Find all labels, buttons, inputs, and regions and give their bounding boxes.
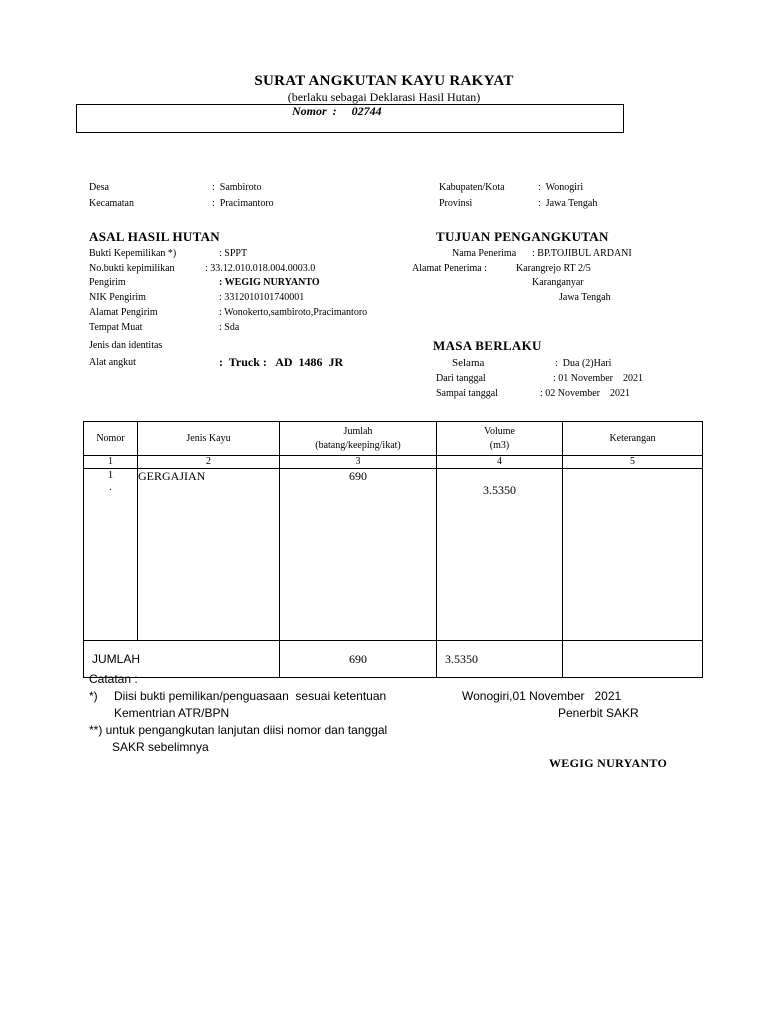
alamat-penerima-line2: Karanganyar	[532, 277, 584, 288]
penerima-label: Nama Penerima	[452, 248, 517, 259]
table-total-row	[84, 641, 703, 678]
signature-place-date: Wonogiri,01 November 2021	[462, 689, 622, 703]
penerima-value: : BP.TOJIBUL ARDANI	[532, 248, 632, 259]
header-volume: Volume (m3)	[437, 422, 563, 456]
column-number-row	[84, 456, 703, 469]
row-nomor-cell	[84, 469, 138, 641]
desa-value: : Sambiroto	[212, 182, 262, 193]
asal-label-bukti: Bukti Kepemilikan *)	[89, 248, 177, 259]
row-nomor-dot: .	[109, 482, 112, 493]
tujuan-heading: TUJUAN PENGANGKUTAN	[436, 229, 609, 244]
header-jumlah: Jumlah (batang/keeping/ikat)	[280, 422, 437, 456]
asal-value-nobukti: : 33.12.010.018.004.0003.0	[205, 263, 316, 274]
asal-label-pengirim: Pengirim	[89, 277, 126, 288]
row-volume: 3.5350	[437, 469, 563, 641]
sampai-label: Sampai tanggal	[436, 388, 498, 399]
alamat-penerima-line1: Karangrejo RT 2/5	[516, 263, 591, 274]
asal-label-nik: NIK Pengirim	[89, 292, 146, 303]
asal-label-tempat: Tempat Muat	[89, 322, 143, 333]
catatan-label: Catatan :	[89, 672, 138, 686]
total-label: JUMLAH	[84, 641, 280, 678]
asal-label-alat: Alat angkut	[89, 357, 136, 368]
total-keterangan	[563, 641, 703, 678]
note1-line1: Diisi bukti pemilikan/penguasaan sesuai ketentuan	[114, 689, 387, 703]
masa-heading: MASA BERLAKU	[433, 338, 542, 353]
total-volume: 3.5350	[437, 641, 563, 678]
asal-label-alamat: Alamat Pengirim	[89, 307, 158, 318]
asal-value-bukti: : SPPT	[219, 248, 248, 259]
col-number: 3	[280, 456, 437, 469]
items-table	[83, 421, 703, 678]
header-keterangan: Keterangan	[563, 422, 703, 456]
provinsi-value: : Jawa Tengah	[538, 198, 598, 209]
kabupaten-label: Kabupaten/Kota	[439, 182, 505, 193]
document-number: Nomor : 02744	[292, 104, 382, 118]
col-number: 4	[437, 456, 563, 469]
signature-role: Penerbit SAKR	[558, 706, 639, 720]
col-number: 5	[563, 456, 703, 469]
kecamatan-label: Kecamatan	[89, 198, 134, 209]
asal-value-alat: : Truck : AD 1486 JR	[219, 355, 344, 369]
header-nomor: Nomor	[84, 422, 138, 456]
dari-value: : 01 November 2021	[553, 373, 643, 384]
asal-value-alamat: : Wonokerto,sambiroto,Pracimantoro	[219, 307, 368, 318]
document-subtitle: (berlaku sebagai Deklarasi Hasil Hutan)	[287, 90, 481, 104]
signature-name: WEGIG NURYANTO	[549, 756, 668, 770]
sampai-value: : 02 November 2021	[540, 388, 630, 399]
header-jenis-kayu: Jenis Kayu	[138, 422, 280, 456]
note1-mark: *)	[89, 689, 98, 703]
row-keterangan	[563, 469, 703, 641]
row-jenis-kayu: GERGAJIAN	[138, 469, 280, 641]
document-title: SURAT ANGKUTAN KAYU RAKYAT	[254, 73, 514, 89]
table-header-row	[84, 422, 703, 456]
note1-line2: Kementrian ATR/BPN	[114, 706, 230, 720]
asal-value-nik: : 3312010101740001	[219, 292, 305, 303]
kabupaten-value: : Wonogiri	[538, 182, 584, 193]
selama-value: : Dua (2)Hari	[555, 358, 612, 369]
provinsi-label: Provinsi	[439, 198, 473, 209]
asal-heading: ASAL HASIL HUTAN	[89, 229, 220, 244]
desa-label: Desa	[89, 182, 109, 193]
row-jumlah: 690	[280, 469, 437, 641]
asal-label-jenis: Jenis dan identitas	[89, 340, 163, 351]
col-number: 2	[138, 456, 280, 469]
row-nomor: 1	[107, 469, 114, 481]
note2-line1: **) untuk pengangkutan lanjutan diisi nomor dan tanggal	[89, 723, 388, 737]
selama-label: Selama	[452, 357, 485, 369]
note2-line2: SAKR sebelimnya	[112, 740, 209, 754]
dari-label: Dari tanggal	[436, 373, 486, 384]
alamat-penerima-label: Alamat Penerima :	[412, 263, 487, 274]
total-jumlah: 690	[280, 641, 437, 678]
col-number: 1	[84, 456, 138, 469]
asal-value-tempat: : Sda	[219, 322, 240, 333]
asal-label-nobukti: No.bukti kepimilikan	[89, 263, 175, 274]
alamat-penerima-line3: Jawa Tengah	[559, 292, 611, 303]
asal-value-pengirim: : WEGIG NURYANTO	[219, 277, 320, 288]
table-row	[84, 469, 703, 641]
kecamatan-value: : Pracimantoro	[212, 198, 274, 209]
